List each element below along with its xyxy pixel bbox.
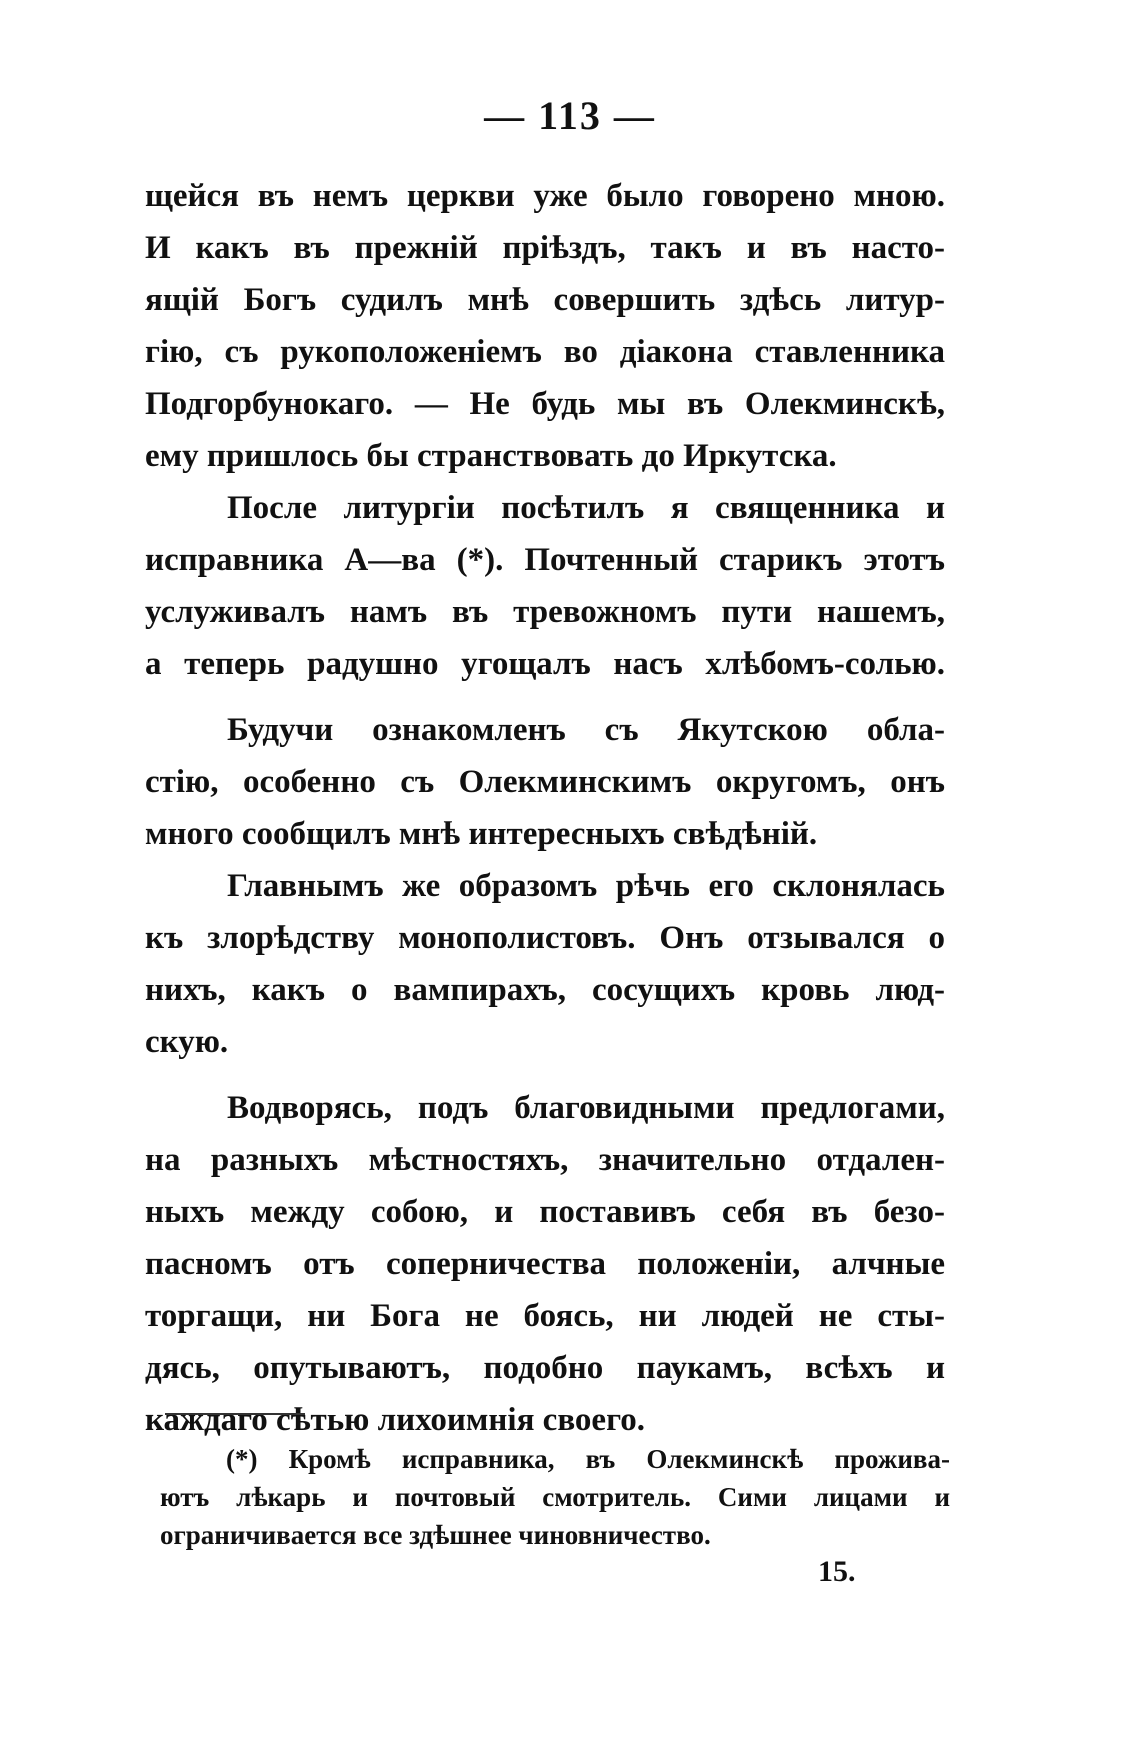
text-line: много сообщилъ мнѣ интересныхъ свѣдѣній. bbox=[145, 816, 818, 852]
text-line: скую. bbox=[145, 1024, 229, 1060]
text-line: Главнымъ же образомъ рѣчь его склонялась bbox=[227, 868, 945, 904]
paragraph bbox=[145, 482, 945, 690]
text-line: каждаго сѣтью лихоимнія своего. bbox=[145, 1402, 645, 1438]
paragraph-gap bbox=[145, 1068, 945, 1082]
text-line: щейся въ немъ церкви уже было говорено мною. bbox=[145, 178, 945, 214]
text-line: стію, особенно съ Олекминскимъ округомъ, онъ bbox=[145, 764, 945, 800]
text-line: ящій Богъ судилъ мнѣ совершить здѣсь литур- bbox=[145, 282, 945, 318]
text-line: ему пришлось бы странствовать до Иркутска. bbox=[145, 438, 837, 474]
footnote-separator bbox=[165, 1413, 305, 1415]
text-line: И какъ въ прежній пріѣздъ, такъ и въ насто- bbox=[145, 230, 945, 266]
footnote-line: (*) Кромѣ исправника, въ Олекминскѣ прожива- bbox=[226, 1444, 950, 1474]
text-line: къ злорѣдству монополистовъ. Онъ отзывался о bbox=[145, 920, 945, 956]
footnote-line: ограничивается все здѣшнее чиновничество. bbox=[160, 1520, 711, 1550]
paragraph bbox=[145, 860, 945, 1068]
text-line: нихъ, какъ о вампирахъ, сосущихъ кровь люд- bbox=[145, 972, 945, 1008]
text-line: Водворясь, подъ благовидными предлогами, bbox=[227, 1090, 945, 1126]
text-line: гію, съ рукоположеніемъ во діакона ставленника bbox=[145, 334, 945, 370]
footnote-line: ютъ лѣкарь и почтовый смотритель. Сими лицами и bbox=[160, 1482, 950, 1512]
body-text bbox=[145, 170, 945, 1446]
text-line: исправника А—ва (*). Почтенный старикъ этотъ bbox=[145, 542, 945, 578]
text-line: торгащи, ни Бога не боясь, ни людей не сты- bbox=[145, 1298, 945, 1334]
text-line: ныхъ между собою, и поставивъ себя въ безо- bbox=[145, 1194, 945, 1230]
paragraph bbox=[145, 170, 945, 482]
paragraph bbox=[145, 704, 945, 860]
text-line: на разныхъ мѣстностяхъ, значительно отдален- bbox=[145, 1142, 945, 1178]
signature-mark: 15. bbox=[818, 1555, 856, 1588]
text-line: пасномъ отъ соперничества положеніи, алчные bbox=[145, 1246, 945, 1282]
text-line: дясь, опутываютъ, подобно паукамъ, всѣхъ и bbox=[145, 1350, 945, 1386]
footnote bbox=[160, 1440, 950, 1554]
text-line: После литургіи посѣтилъ я священника и bbox=[227, 490, 945, 526]
text-line: услуживалъ намъ въ тревожномъ пути нашемъ, bbox=[145, 594, 945, 630]
text-line: Подгорбунокаго. — Не будь мы въ Олекминскѣ, bbox=[145, 386, 945, 422]
paragraph bbox=[145, 1082, 945, 1446]
text-line: а теперь радушно угощалъ насъ хлѣбомъ-солью. bbox=[145, 646, 945, 682]
paragraph-gap bbox=[145, 690, 945, 704]
page-number: — 113 — bbox=[484, 93, 656, 138]
text-line: Будучи ознакомленъ съ Якутскою обла- bbox=[227, 712, 945, 748]
